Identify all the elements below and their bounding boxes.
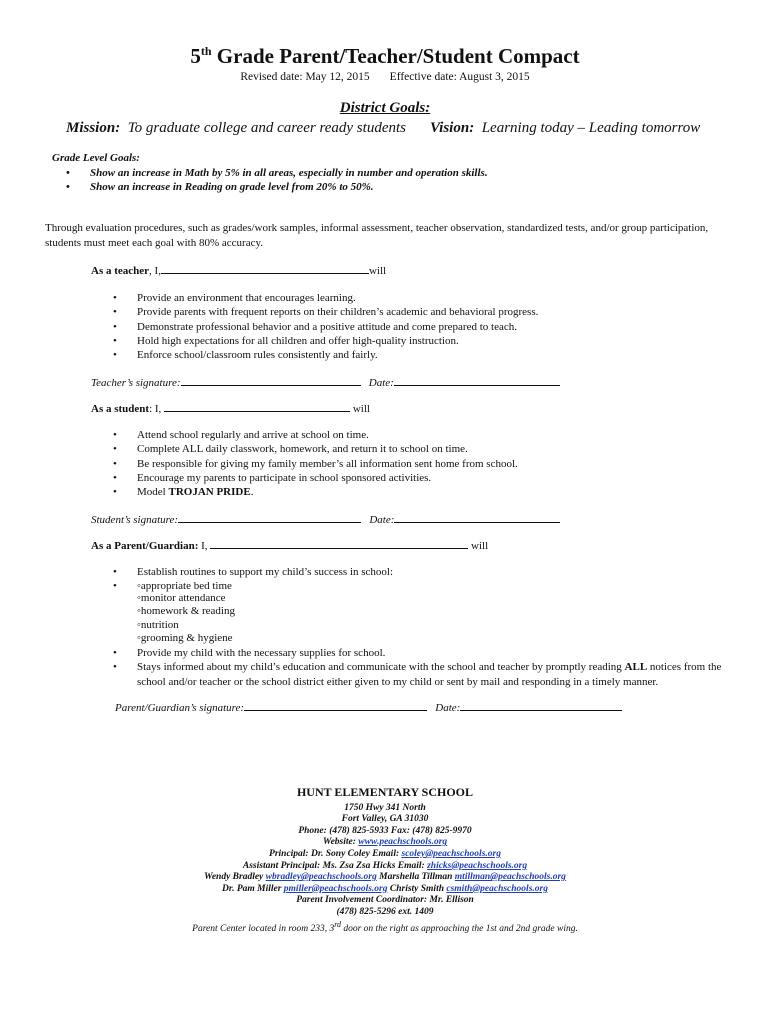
- parent-label-rest: I,: [198, 540, 208, 552]
- list-item: • Enforce school/classroom rules consistently and fairly.: [113, 348, 538, 362]
- website-line: [0, 837, 770, 849]
- parent-will: will: [471, 540, 489, 552]
- staff-name: Wendy Bradley: [204, 872, 266, 883]
- district-goals-heading: District Goals:: [339, 100, 431, 116]
- page-title: [0, 44, 770, 69]
- subitem: ◦homework & reading: [137, 605, 235, 618]
- list-item: • Establish routines to support my child’s success in school:: [113, 565, 393, 579]
- school-contact-block: [0, 787, 770, 935]
- list-item: • Show an increase in Math by 5% in all areas, especially in number and operation skills.: [66, 166, 488, 180]
- teacher-date-label: Date:: [368, 377, 394, 389]
- model-period: .: [250, 486, 254, 499]
- website-label: Website:: [322, 837, 359, 848]
- student-signature-label: Student’s signature:: [91, 514, 179, 526]
- staff-line-1: [0, 872, 770, 884]
- parent-signature-line: [115, 700, 622, 714]
- list-item: • Be responsible for giving my family member’s all information sent home from school.: [113, 457, 518, 471]
- parent-pledge-line: [91, 538, 488, 552]
- parent-responsibilities-list: [113, 565, 393, 594]
- student-signature-field[interactable]: [178, 512, 361, 523]
- assistant-principal-label: Assistant Principal: Ms. Zsa Zsa Hicks Email:: [242, 860, 428, 871]
- mission-label: Mission:: [66, 120, 121, 136]
- address-line-1: 1750 Hwy 341 North: [344, 802, 426, 813]
- list-item: • Hold high expectations for all children and offer high-quality instruction.: [113, 334, 538, 348]
- list-item: • Complete ALL daily classwork, homework, and return it to school on time.: [113, 442, 518, 456]
- teacher-label: As a teacher: [91, 265, 150, 277]
- list-item: • Provide an environment that encourages learning.: [113, 291, 538, 305]
- parent-date-label: Date:: [435, 702, 461, 714]
- student-date-field[interactable]: [394, 512, 560, 523]
- teacher-pledge-line: [91, 263, 386, 277]
- subitem: • ◦appropriate bed time: [137, 580, 232, 593]
- principal-label: Principal: Dr. Sony Coley Email:: [269, 848, 402, 859]
- center-note-superscript: rd: [334, 919, 341, 929]
- principal-line: [0, 849, 770, 861]
- list-item: • Provide parents with frequent reports on their children’s academic and behavioral progress.: [113, 305, 538, 319]
- student-label: As a student: [91, 403, 150, 415]
- teacher-signature-field[interactable]: [181, 375, 361, 386]
- subitem: ◦grooming & hygiene: [137, 632, 233, 645]
- list-item: • Attend school regularly and arrive at school on time.: [113, 428, 518, 442]
- coordinator-phone: (478) 825-5296 ext. 1409: [336, 906, 434, 917]
- list-item: • Encourage my parents to participate in school sponsored activities.: [113, 471, 518, 485]
- student-name-field[interactable]: [164, 401, 350, 412]
- subitem: ◦nutrition: [137, 618, 179, 631]
- vision-statement: [430, 120, 700, 137]
- date-line: [0, 71, 770, 83]
- effective-date: Effective date: August 3, 2015: [389, 71, 530, 83]
- subitem: ◦monitor attendance: [137, 592, 226, 604]
- vision-label: Vision:: [430, 120, 475, 136]
- student-pledge-line: [91, 401, 370, 415]
- address-line-2: Fort Valley, GA 31030: [341, 814, 429, 825]
- teacher-will: will: [368, 265, 387, 277]
- grade-level-goals-heading: Grade Level Goals:: [52, 152, 140, 164]
- title-text: Grade Parent/Teacher/Student Compact: [211, 44, 580, 68]
- student-responsibilities-list: [113, 428, 518, 499]
- stay-informed-text: Stays informed about my child’s education and communicate with the school and teacher by promptly reading: [137, 661, 625, 674]
- title-superscript: th: [200, 44, 212, 58]
- school-name: HUNT ELEMENTARY SCHOOL: [296, 785, 474, 799]
- teacher-responsibilities-list: [113, 291, 538, 362]
- mission-statement: [66, 120, 406, 137]
- intro-paragraph: Through evaluation procedures, such as grades/work samples, informal assessment, teacher observation, standardized tests, and/or group participation, students must meet each goal with 80% accuracy.: [45, 222, 709, 249]
- staff-email-link[interactable]: csmith@peachschools.org: [446, 883, 548, 894]
- list-item: • Provide my child with the necessary supplies for school.: [113, 646, 737, 660]
- student-will: will: [352, 403, 370, 415]
- website-link[interactable]: www.peachschools.org: [358, 837, 448, 848]
- parent-date-field[interactable]: [460, 700, 622, 711]
- trojan-pride-text: TROJAN PRIDE: [168, 486, 251, 499]
- model-text: Model: [137, 486, 169, 499]
- parent-name-field[interactable]: [210, 538, 468, 549]
- principal-email-link[interactable]: scoley@peachschools.org: [401, 848, 501, 859]
- center-note-text: Parent Center located in room 233, 3: [192, 923, 335, 934]
- staff-email-link[interactable]: mtillman@peachschools.org: [454, 872, 566, 883]
- parent-signature-label: Parent/Guardian’s signature:: [115, 702, 245, 714]
- assistant-principal-line: [0, 861, 770, 873]
- parent-center-note: [0, 919, 770, 936]
- staff-email-link[interactable]: pmiller@peachschools.org: [283, 883, 388, 894]
- student-date-label: Date:: [369, 514, 395, 526]
- assistant-principal-email-link[interactable]: zhicks@peachschools.org: [427, 860, 528, 871]
- list-item: • Show an increase in Reading on grade level from 20% to 50%.: [66, 180, 488, 194]
- revised-date: Revised date: May 12, 2015: [240, 71, 370, 83]
- staff-name: Dr. Pam Miller: [222, 883, 284, 894]
- parent-responsibilities-list-continued: [113, 646, 737, 689]
- parent-label: As a Parent/Guardian:: [91, 540, 199, 552]
- stay-informed-text-end: notices from the school and/or teacher or the school district either given to my child or sent by mail and responding in a timely manner.: [137, 661, 722, 688]
- list-item: [113, 660, 737, 689]
- student-label-rest: : I,: [149, 403, 162, 415]
- teacher-date-field[interactable]: [394, 375, 560, 386]
- list-item: [113, 485, 518, 499]
- staff-name: Marshella Tillman: [376, 872, 455, 883]
- title-grade-number: 5: [190, 44, 201, 68]
- teacher-label-rest: , I,: [149, 265, 161, 277]
- teacher-signature-line: [91, 375, 560, 389]
- mission-text: To graduate college and career ready students: [127, 120, 406, 136]
- vision-text: Learning today – Leading tomorrow: [481, 120, 701, 136]
- staff-email-link[interactable]: wbradley@peachschools.org: [265, 872, 377, 883]
- teacher-signature-label: Teacher’s signature:: [91, 377, 181, 389]
- all-emphasis: ALL: [624, 661, 648, 674]
- parent-signature-field[interactable]: [244, 700, 427, 711]
- center-note-text-end: door on the right as approaching the 1st and 2nd grade wing.: [340, 923, 578, 934]
- staff-line-2: [0, 884, 770, 896]
- parent-involvement-coordinator: Parent Involvement Coordinator: Mr. Ellison: [296, 895, 474, 906]
- phone-fax: Phone: (478) 825-5933 Fax: (478) 825-9970: [298, 825, 472, 836]
- student-signature-line: [91, 512, 560, 526]
- list-item: • Demonstrate professional behavior and a positive attitude and come prepared to teach.: [113, 320, 538, 334]
- grade-level-goals-list: [66, 166, 488, 195]
- teacher-name-field[interactable]: [161, 263, 369, 274]
- staff-name: Christy Smith: [387, 883, 447, 894]
- routine-subitems-rest: [137, 592, 235, 646]
